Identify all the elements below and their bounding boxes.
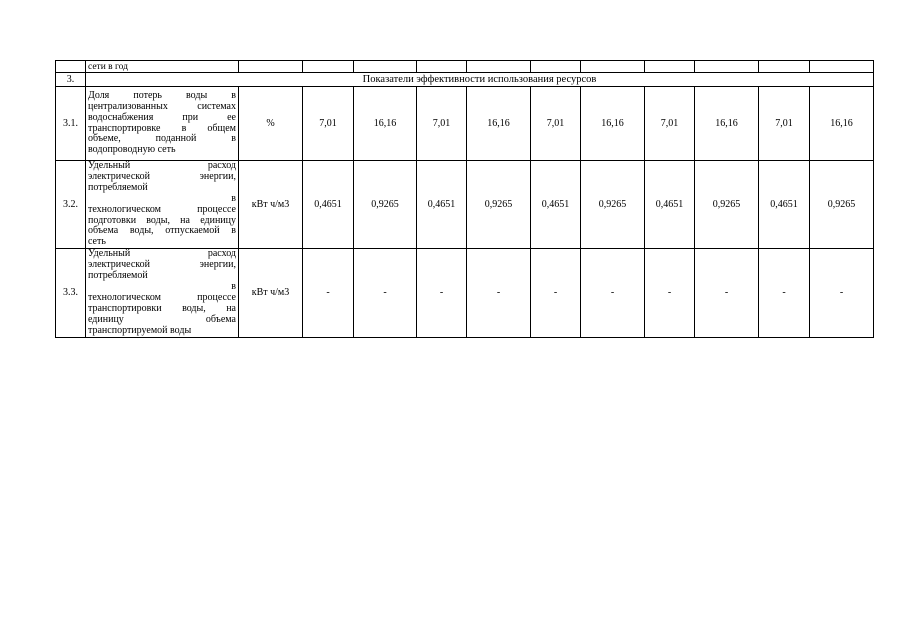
- value-cell: [810, 61, 874, 73]
- value-cell: 0,9265: [810, 161, 874, 249]
- value-cell: -: [531, 249, 581, 337]
- unit-cell: [239, 61, 303, 73]
- value-cell: 16,16: [695, 87, 759, 161]
- value-cell: 0,4651: [531, 161, 581, 249]
- row-number-cell: 3.3.: [56, 249, 86, 337]
- value-cell: [467, 61, 531, 73]
- value-cell: -: [581, 249, 645, 337]
- value-cell: 0,9265: [581, 161, 645, 249]
- indicator-name-line: технологическом процессе: [88, 203, 236, 215]
- value-cell: 7,01: [645, 87, 695, 161]
- indicator-name-line: электрической энергии,: [88, 259, 236, 271]
- indicator-name-line: в: [231, 280, 236, 292]
- value-cell: -: [467, 249, 531, 337]
- value-cell: [354, 61, 417, 73]
- section-header-row: [56, 73, 874, 87]
- value-cell: 7,01: [303, 87, 354, 161]
- value-cell: -: [645, 249, 695, 337]
- indicator-name-line: потребляемой: [88, 181, 148, 193]
- value-cell: 7,01: [531, 87, 581, 161]
- value-cell: [417, 61, 467, 73]
- value-cell: 0,9265: [695, 161, 759, 249]
- row-number-cell: 3.1.: [56, 87, 86, 161]
- unit-cell: кВт ч/м3: [239, 249, 303, 337]
- unit-cell: %: [239, 87, 303, 161]
- indicator-name-cell: [86, 249, 239, 337]
- value-cell: [581, 61, 645, 73]
- section-number: 3.: [56, 73, 86, 87]
- value-cell: 16,16: [354, 87, 417, 161]
- value-cell: 0,4651: [417, 161, 467, 249]
- value-cell: 16,16: [467, 87, 531, 161]
- value-cell: 7,01: [759, 87, 810, 161]
- value-cell: -: [354, 249, 417, 337]
- value-cell: [695, 61, 759, 73]
- indicator-name-line: водопроводную сеть: [88, 144, 176, 156]
- value-cell: [645, 61, 695, 73]
- indicator-name-cell: [86, 161, 239, 249]
- value-cell: 16,16: [581, 87, 645, 161]
- indicator-name-cell: сети в год: [86, 61, 239, 73]
- value-cell: [531, 61, 581, 73]
- value-cell: -: [810, 249, 874, 337]
- value-cell: 0,4651: [303, 161, 354, 249]
- section-title: Показатели эффективности использования ресурсов: [86, 73, 874, 87]
- indicator-name-line: единицу объема: [88, 313, 236, 325]
- value-cell: -: [417, 249, 467, 337]
- value-cell: 0,9265: [354, 161, 417, 249]
- indicator-name-line: подготовки воды, на единицу: [88, 214, 236, 226]
- value-cell: 16,16: [810, 87, 874, 161]
- indicator-name-line: технологическом процессе: [88, 291, 236, 303]
- value-cell: [759, 61, 810, 73]
- indicator-name-line: транспортировки воды, на: [88, 302, 236, 314]
- value-cell: 0,4651: [759, 161, 810, 249]
- indicator-name-line: централизованных системах: [88, 100, 236, 112]
- indicator-name-line: водоснабжения при ее: [88, 111, 236, 123]
- table-row: [56, 87, 874, 161]
- table-row-continued: [56, 61, 874, 73]
- table-row: [56, 161, 874, 249]
- indicator-name-line: сеть: [88, 236, 106, 248]
- indicator-name-line: потребляемой: [88, 270, 148, 282]
- indicator-name-line: транспортируемой воды: [88, 324, 192, 336]
- indicator-name-line: транспортировке в общем: [88, 122, 236, 134]
- row-number-cell: [56, 61, 86, 73]
- indicator-name-line: Удельный расход: [88, 160, 236, 171]
- value-cell: 0,4651: [645, 161, 695, 249]
- value-cell: -: [695, 249, 759, 337]
- resource-efficiency-table: [55, 60, 874, 338]
- indicator-name-line: Удельный расход: [88, 248, 236, 260]
- value-cell: 7,01: [417, 87, 467, 161]
- value-cell: -: [303, 249, 354, 337]
- indicator-name-line: электрической энергии,: [88, 170, 236, 182]
- unit-cell: кВт ч/м3: [239, 161, 303, 249]
- table-row: [56, 249, 874, 337]
- value-cell: -: [759, 249, 810, 337]
- value-cell: [303, 61, 354, 73]
- indicator-name-line: объеме, поданной в: [88, 133, 236, 145]
- indicator-name-line: объема воды, отпускаемой в: [88, 225, 236, 237]
- row-number-cell: 3.2.: [56, 161, 86, 249]
- indicator-name-cell: [86, 87, 239, 161]
- value-cell: 0,9265: [467, 161, 531, 249]
- indicator-name-line: Доля потерь воды в: [88, 89, 236, 101]
- indicator-name-line: в: [231, 192, 236, 204]
